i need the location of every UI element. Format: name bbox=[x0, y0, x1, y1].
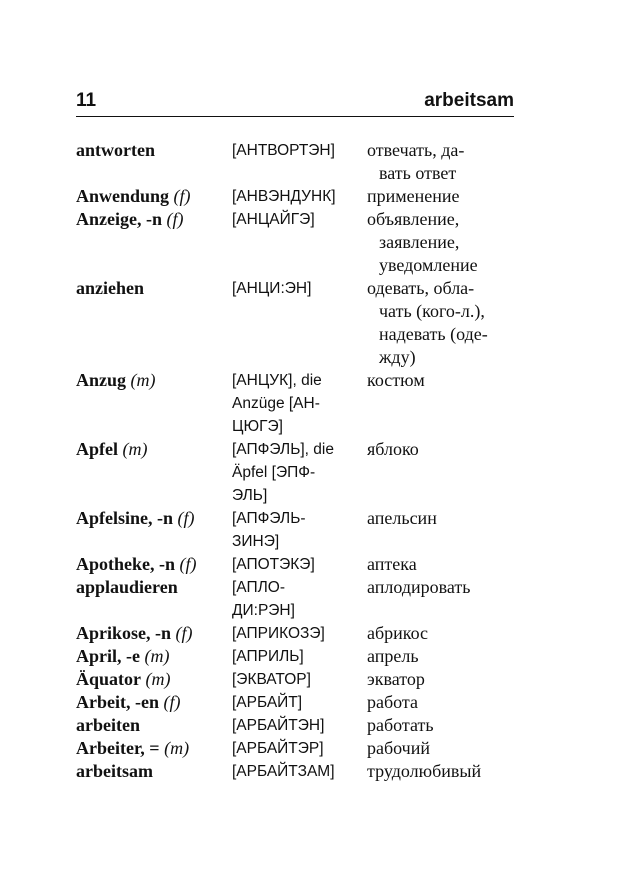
entry-translation bbox=[367, 139, 516, 185]
entry-headword bbox=[76, 185, 232, 208]
entry-transcription bbox=[232, 185, 367, 208]
translation-line: объявление, bbox=[367, 209, 460, 229]
dictionary-entry bbox=[76, 185, 516, 208]
entry-headword bbox=[76, 622, 232, 645]
entry-headword bbox=[76, 668, 232, 691]
dictionary-entry bbox=[76, 369, 516, 438]
translation-line: уведомление bbox=[379, 255, 478, 275]
transcription-line: Anzüge [АН- bbox=[232, 395, 320, 412]
transcription-line: [АРБАЙТЗАМ] bbox=[232, 763, 335, 780]
transcription-line: [АПФЭЛЬ], die bbox=[232, 441, 334, 458]
entry-gender: (f) bbox=[177, 508, 195, 528]
translation-line: чать (кого-л.), bbox=[379, 301, 485, 321]
transcription-line: ЦЮГЭ] bbox=[232, 418, 283, 435]
entry-lemma: anziehen bbox=[76, 278, 145, 298]
entry-translation bbox=[367, 369, 516, 392]
translation-line: одевать, обла- bbox=[367, 278, 475, 298]
entry-translation bbox=[367, 645, 516, 668]
transcription-line: ЭЛЬ] bbox=[232, 487, 268, 504]
entry-headword bbox=[76, 645, 232, 668]
entry-lemma: April, -e bbox=[76, 646, 140, 666]
entry-transcription bbox=[232, 369, 367, 438]
translation-line: рабочий bbox=[367, 738, 430, 758]
translation-line: вать ответ bbox=[379, 163, 457, 183]
entry-transcription bbox=[232, 438, 367, 507]
entry-lemma: Apotheke, -n bbox=[76, 554, 176, 574]
page-number: 11 bbox=[76, 90, 97, 111]
entry-gender: (f) bbox=[166, 209, 184, 229]
entry-transcription bbox=[232, 553, 367, 576]
entry-headword bbox=[76, 208, 232, 231]
translation-line: абрикос bbox=[367, 623, 429, 643]
entry-transcription bbox=[232, 714, 367, 737]
entry-translation bbox=[367, 185, 516, 208]
entry-translation bbox=[367, 277, 516, 369]
dictionary-entry bbox=[76, 737, 516, 760]
entry-lemma: arbeiten bbox=[76, 715, 140, 735]
transcription-line: [АРБАЙТ] bbox=[232, 694, 303, 711]
entry-lemma: Anzeige, -n bbox=[76, 209, 162, 229]
page-header bbox=[76, 90, 514, 116]
entry-translation bbox=[367, 438, 516, 461]
translation-line: яблоко bbox=[367, 439, 419, 459]
entry-transcription bbox=[232, 760, 367, 783]
transcription-line: [АПРИЛЬ] bbox=[232, 648, 304, 665]
entry-headword bbox=[76, 691, 232, 714]
entry-gender: (m) bbox=[130, 370, 156, 390]
translation-line: заявление, bbox=[379, 232, 460, 252]
entry-transcription bbox=[232, 139, 367, 162]
dictionary-entry bbox=[76, 760, 516, 783]
entry-gender: (f) bbox=[163, 692, 181, 712]
translation-line: жду) bbox=[379, 347, 416, 367]
entry-headword bbox=[76, 507, 232, 530]
entry-lemma: Arbeiter, = bbox=[76, 738, 160, 758]
entry-transcription bbox=[232, 622, 367, 645]
translation-line: экватор bbox=[367, 669, 425, 689]
entry-lemma: applaudieren bbox=[76, 577, 178, 597]
transcription-line: [АНЦИ:ЭН] bbox=[232, 280, 312, 297]
entry-lemma: Anwendung bbox=[76, 186, 170, 206]
entry-headword bbox=[76, 553, 232, 576]
dictionary-entry bbox=[76, 507, 516, 553]
dictionary-entry bbox=[76, 139, 516, 185]
transcription-line: [АНВЭНДУНК] bbox=[232, 188, 336, 205]
transcription-line: [АРБАЙТЭН] bbox=[232, 717, 325, 734]
entry-transcription bbox=[232, 576, 367, 622]
transcription-line: [АРБАЙТЭР] bbox=[232, 740, 324, 757]
entry-lemma: arbeitsam bbox=[76, 761, 153, 781]
transcription-line: [ЭКВАТОР] bbox=[232, 671, 311, 688]
transcription-line: [АПЛО- bbox=[232, 579, 286, 596]
entry-translation bbox=[367, 576, 516, 599]
entry-translation bbox=[367, 553, 516, 576]
entry-transcription bbox=[232, 691, 367, 714]
entry-headword bbox=[76, 369, 232, 392]
dictionary-entry bbox=[76, 438, 516, 507]
running-head: arbeitsam bbox=[424, 90, 514, 111]
entry-lemma: antworten bbox=[76, 140, 155, 160]
transcription-line: ЗИНЭ] bbox=[232, 533, 280, 550]
transcription-line: [АНЦАЙГЭ] bbox=[232, 211, 315, 228]
entry-gender: (f) bbox=[175, 623, 193, 643]
entry-gender: (m) bbox=[145, 669, 171, 689]
dictionary-entry bbox=[76, 576, 516, 622]
translation-line: апрель bbox=[367, 646, 419, 666]
entry-headword bbox=[76, 760, 232, 783]
transcription-line: [АПРИКОЗЭ] bbox=[232, 625, 325, 642]
translation-line: применение bbox=[367, 186, 460, 206]
entry-translation bbox=[367, 622, 516, 645]
entry-translation bbox=[367, 714, 516, 737]
entry-lemma: Apfelsine, -n bbox=[76, 508, 174, 528]
entry-transcription bbox=[232, 645, 367, 668]
entry-translation bbox=[367, 507, 516, 530]
entry-lemma: Aprikose, -n bbox=[76, 623, 172, 643]
dictionary-entry bbox=[76, 714, 516, 737]
entry-lemma: Apfel bbox=[76, 439, 118, 459]
dictionary-entry bbox=[76, 277, 516, 369]
translation-line: аплодировать bbox=[367, 577, 471, 597]
entry-headword bbox=[76, 576, 232, 599]
entry-translation bbox=[367, 668, 516, 691]
entry-gender: (m) bbox=[144, 646, 170, 666]
entry-headword bbox=[76, 714, 232, 737]
entry-headword bbox=[76, 737, 232, 760]
entry-translation bbox=[367, 691, 516, 714]
translation-line: отвечать, да- bbox=[367, 140, 465, 160]
transcription-line: [АПОТЭКЭ] bbox=[232, 556, 315, 573]
header-rule bbox=[76, 116, 514, 117]
entry-gender: (f) bbox=[173, 186, 191, 206]
dictionary-entries bbox=[76, 139, 516, 783]
entry-lemma: Äquator bbox=[76, 669, 142, 689]
dictionary-entry bbox=[76, 208, 516, 277]
entry-gender: (f) bbox=[179, 554, 197, 574]
translation-line: работа bbox=[367, 692, 418, 712]
entry-transcription bbox=[232, 668, 367, 691]
entry-translation bbox=[367, 208, 516, 277]
entry-headword bbox=[76, 139, 232, 162]
dictionary-entry bbox=[76, 691, 516, 714]
entry-translation bbox=[367, 737, 516, 760]
translation-line: работать bbox=[367, 715, 434, 735]
entry-gender: (m) bbox=[164, 738, 190, 758]
transcription-line: [АНТВОРТЭН] bbox=[232, 142, 335, 159]
dictionary-entry bbox=[76, 668, 516, 691]
entry-transcription bbox=[232, 208, 367, 231]
transcription-line: ДИ:РЭН] bbox=[232, 602, 295, 619]
entry-headword bbox=[76, 277, 232, 300]
entry-lemma: Anzug bbox=[76, 370, 127, 390]
translation-line: апельсин bbox=[367, 508, 437, 528]
translation-line: аптека bbox=[367, 554, 417, 574]
entry-translation bbox=[367, 760, 516, 783]
entry-gender: (m) bbox=[122, 439, 148, 459]
entry-transcription bbox=[232, 737, 367, 760]
entry-transcription bbox=[232, 277, 367, 300]
entry-transcription bbox=[232, 507, 367, 553]
translation-line: трудолюбивый bbox=[367, 761, 482, 781]
entry-lemma: Arbeit, -en bbox=[76, 692, 159, 712]
translation-line: костюм bbox=[367, 370, 425, 390]
dictionary-entry bbox=[76, 645, 516, 668]
transcription-line: [АНЦУК], die bbox=[232, 372, 322, 389]
dictionary-entry bbox=[76, 553, 516, 576]
translation-line: надевать (оде- bbox=[379, 324, 488, 344]
dictionary-entry bbox=[76, 622, 516, 645]
transcription-line: Äpfel [ЭПФ- bbox=[232, 464, 316, 481]
entry-headword bbox=[76, 438, 232, 461]
transcription-line: [АПФЭЛЬ- bbox=[232, 510, 306, 527]
